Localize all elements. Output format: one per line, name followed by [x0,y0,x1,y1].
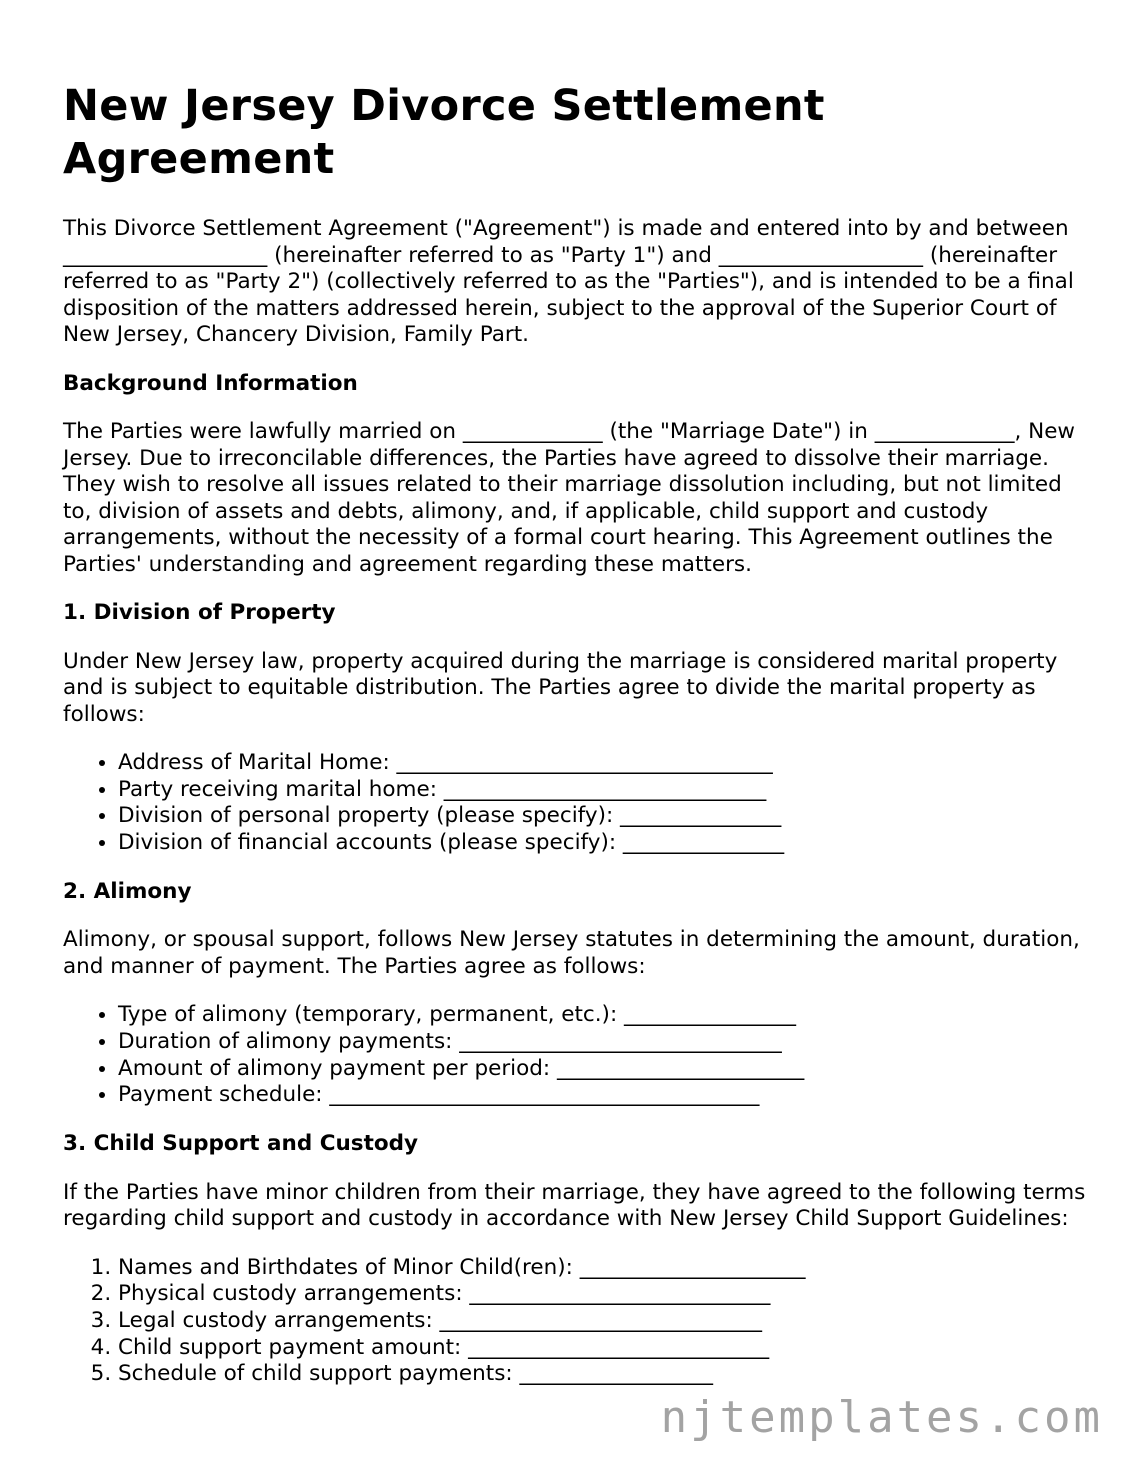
property-paragraph: Under New Jersey law, property acquired during the marriage is considered marital property and is subject to equitable distribution. The Parties agree to divide the marital property as follows: [63,648,1058,727]
list-item: 3. Legal custody arrangements: ______________________________ [118,1308,1093,1335]
list-item: • Party receiving marital home: ______________________________ [118,777,1093,804]
property-list [63,750,1093,857]
page-title: New Jersey Divorce Settlement Agreement [63,81,825,184]
property-heading: 1. Division of Property [63,600,336,625]
watermark: njtemplates.com [660,1392,1103,1443]
background-paragraph: The Parties were lawfully married on _____________ (the "Marriage Date") in _____________, New Jersey. Due to irreconcilable differences, the Parties have agreed to dissolve their marriage. They wish to resolve all issues related to their marriage dissolution including, but not limited to, division of assets and debts, alimony, and, if applicable, child support and custody arrangements, without the necessity of a formal court hearing. This Agreement outlines the Parties' understanding and agreement regarding these matters. [63,419,1076,577]
list-item: • Division of personal property (please specify): _______________ [118,803,1093,830]
list-item: • Type of alimony (temporary, permanent, etc.): ________________ [118,1002,1093,1029]
list-item: 1. Names and Birthdates of Minor Child(ren): _____________________ [118,1255,1093,1282]
list-item: • Amount of alimony payment per period: _______________________ [118,1056,1093,1083]
child-heading: 3. Child Support and Custody [63,1131,419,1157]
list-item: 5. Schedule of child support payments: __________________ [118,1361,1093,1388]
background-heading: Background Information [63,370,358,396]
document-page [63,80,1093,1410]
child-list [63,1255,1093,1389]
list-item: • Payment schedule: ________________________________________ [118,1082,1093,1109]
list-item: 2. Physical custody arrangements: ____________________________ [118,1281,1093,1308]
alimony-heading: 2. Alimony [63,878,192,904]
list-item: • Division of financial accounts (please specify): _______________ [118,830,1093,857]
intro-paragraph: This Divorce Settlement Agreement ("Agreement") is made and entered into by and between ___________________ (hereinafter referred to as "Party 1") and ___________________ (hereinafter referred to as "Party 2") (collectively referred to as the "Parties"), and is intended to be a final disposition of the matters addressed herein, subject to the approval of the Superior Court of New Jersey, Chancery Division, Family Part. [63,216,1074,347]
child-paragraph: If the Parties have minor children from their marriage, they have agreed to the following terms regarding child support and custody in accordance with New Jersey Child Support Guidelines: [63,1179,1086,1232]
alimony-paragraph: Alimony, or spousal support, follows New Jersey statutes in determining the amount, duration, and manner of payment. The Parties agree as follows: [63,927,1080,979]
alimony-list [63,1002,1093,1109]
list-item: • Address of Marital Home: ___________________________________ [118,750,1093,777]
list-item: • Duration of alimony payments: ______________________________ [118,1029,1093,1056]
list-item: 4. Child support payment amount: ____________________________ [118,1335,1093,1362]
